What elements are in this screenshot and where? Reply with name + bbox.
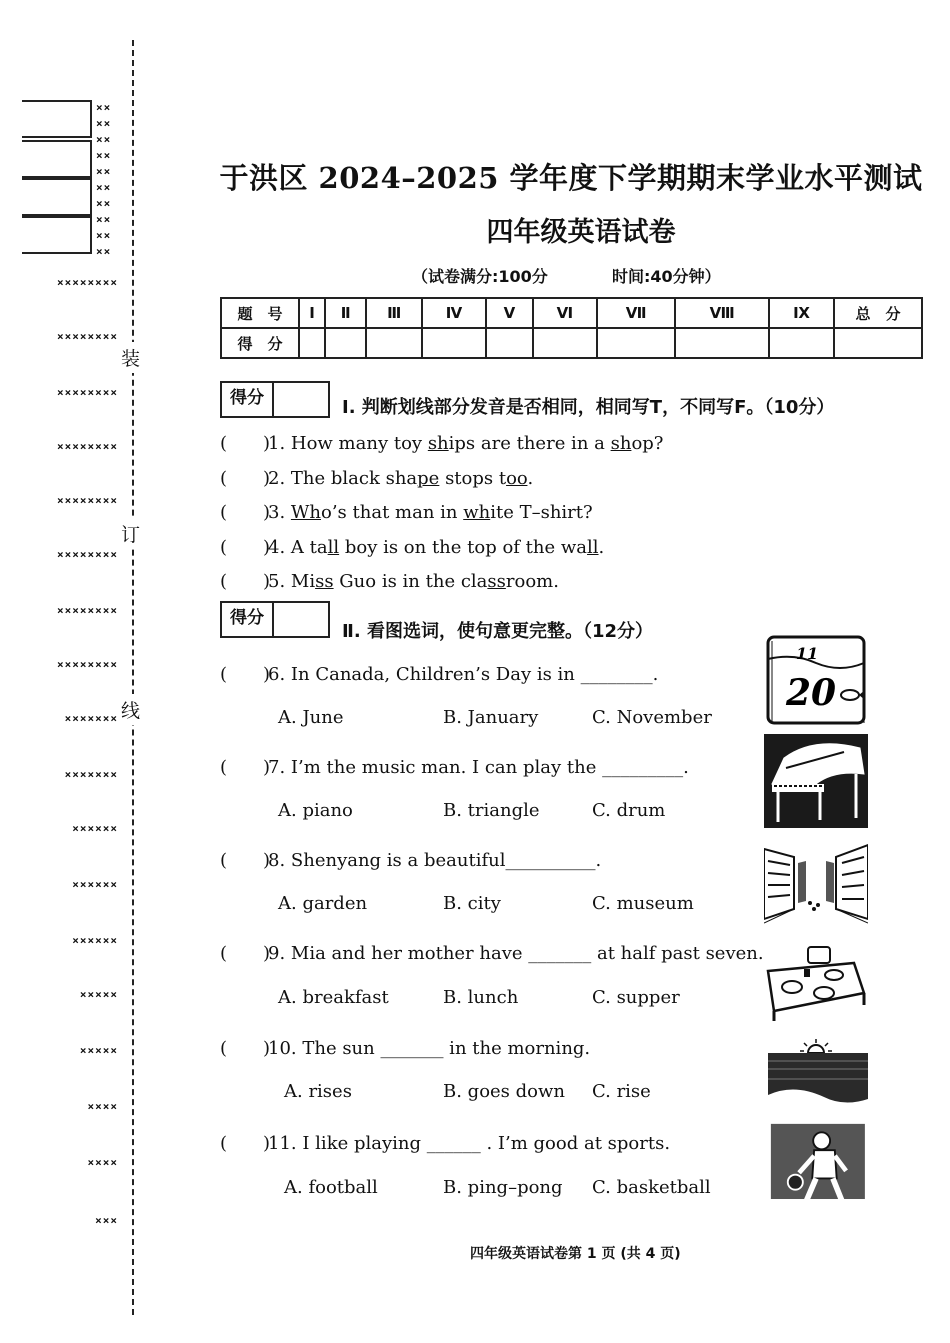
score-cell: Ⅷ [675,298,769,328]
piano-picture [764,734,868,828]
option-c[interactable]: C. November [592,707,712,728]
option-a[interactable]: A. piano [278,800,353,821]
binding-x-row: ×××××××× [57,494,118,507]
binding-blank-2 [22,140,92,178]
section2-title: Ⅱ. 看图选词，使句意更完整。（12分） [342,621,654,642]
answer-paren[interactable]: ( ) [220,943,271,964]
score-blank[interactable] [533,328,597,358]
score-table-score-row [221,328,922,358]
question-10: ( )10. The sun _______ in the morning. [220,1034,590,1060]
exam-subtitle: 四年级英语试卷 [486,217,676,248]
score-blank[interactable] [366,328,422,358]
option-b[interactable]: B. January [443,707,539,728]
answer-paren[interactable]: ( ) [220,664,271,685]
section2-score-blank[interactable] [274,603,328,636]
answer-paren[interactable]: ( ) [220,537,271,558]
option-a[interactable]: A. breakfast [278,987,389,1008]
option-c[interactable]: C. drum [592,800,666,821]
calendar-picture [764,633,868,727]
question-5: ( )5. Miss Guo is in the classroom. [220,567,559,593]
section2-score-box [220,601,330,638]
question-9: ( )9. Mia and her mother have _______ at half past seven. [220,939,764,965]
answer-paren[interactable]: ( ) [220,468,271,489]
score-blank[interactable] [422,328,486,358]
binding-x-row: ×××××× [72,878,118,891]
option-a[interactable]: A. football [284,1177,378,1198]
score-blank[interactable] [597,328,676,358]
binding-char-zhuang: 装 [121,342,140,373]
answer-paren[interactable]: ( ) [220,433,271,454]
score-cell: Ⅰ [299,298,325,328]
binding-char-xian: 线 [121,694,140,725]
binding-x-row: ×××××× [72,822,118,835]
binding-x-row: ×××××××× [57,330,118,343]
binding-x-row: ×××××× [72,934,118,947]
option-b[interactable]: B. lunch [443,987,519,1008]
score-table [220,297,923,359]
dining-table-picture [764,936,868,1030]
score-table-header-row [221,298,922,328]
section1-score-blank[interactable] [274,383,328,416]
question-6: ( )6. In Canada, Children’s Day is in ________. [220,660,658,686]
option-c[interactable]: C. basketball [592,1177,711,1198]
binding-dashed-line [132,40,134,1315]
answer-paren[interactable]: ( ) [220,850,271,871]
binding-x-column: ×× ×× ×× ×× ×× ×× ×× ×× ×× ×× [96,101,112,258]
option-b[interactable]: B. city [443,893,501,914]
basketball-player-picture [764,1122,868,1216]
question-8: ( )8. Shenyang is a beautiful__________. [220,846,601,872]
question-7: ( )7. I’m the music man. I can play the _________. [220,753,689,779]
option-a[interactable]: A. garden [278,893,368,914]
binding-x-row: ×××××××× [57,386,118,399]
option-c[interactable]: C. supper [592,987,680,1008]
score-cell-label: 题 号 [221,298,299,328]
score-cell: Ⅳ [422,298,486,328]
page-footer: 四年级英语试卷第 1 页 (共 4 页) [470,1246,681,1262]
binding-blank-3 [22,178,92,216]
score-cell: Ⅱ [325,298,366,328]
exam-time: 时间:40分钟） [612,267,721,286]
option-c[interactable]: C. rise [592,1081,651,1102]
binding-x-row: ××××× [79,1044,118,1057]
score-cell: Ⅲ [366,298,422,328]
option-a[interactable]: A. rises [284,1081,352,1102]
section1-title: Ⅰ. 判断划线部分发音是否相同，相同写T，不同写F。（10分） [342,397,835,418]
binding-x-row: ×××××××× [57,548,118,561]
binding-x-row: ×××××××× [57,604,118,617]
exam-title: 于洪区 2024–2025 学年度下学期期末学业水平测试 [219,161,923,195]
option-b[interactable]: B. ping–pong [443,1177,563,1198]
binding-blank-4 [22,216,92,254]
score-cell: Ⅴ [486,298,533,328]
score-cell-total: 总 分 [834,298,922,328]
binding-blank-1 [22,100,92,138]
score-blank[interactable] [299,328,325,358]
option-b[interactable]: B. goes down [443,1081,566,1102]
binding-x-row: ××××× [79,988,118,1001]
score-cell: Ⅵ [533,298,597,328]
calendar-day: 20 [786,672,837,714]
answer-paren[interactable]: ( ) [220,1038,271,1059]
binding-x-row: ×××××××× [57,658,118,671]
score-blank[interactable] [675,328,769,358]
score-blank[interactable] [834,328,922,358]
section2-score-label: 得分 [222,603,274,636]
option-b[interactable]: B. triangle [443,800,540,821]
question-11: ( )11. I like playing ______ . I’m good at sports. [220,1129,670,1155]
option-a[interactable]: A. June [278,707,344,728]
score-blank[interactable] [769,328,834,358]
answer-paren[interactable]: ( ) [220,1133,271,1154]
binding-x-row: ×××××××× [57,276,118,289]
binding-char-ding: 订 [121,518,140,549]
question-1: ( )1. How many toy ships are there in a shop? [220,429,663,455]
binding-x-row: ××××××× [64,768,118,781]
binding-x-row: ×××× [87,1156,118,1169]
score-blank[interactable] [486,328,533,358]
binding-x-row: ××× [95,1214,118,1227]
section1-score-label: 得分 [222,383,274,416]
option-c[interactable]: C. museum [592,893,694,914]
score-cell: Ⅸ [769,298,834,328]
binding-x-row: ×××××××× [57,440,118,453]
score-row-label: 得 分 [221,328,299,358]
answer-paren[interactable]: ( ) [220,502,271,523]
sunrise-sea-picture [764,1030,868,1124]
binding-x-row: ××××××× [64,712,118,725]
calendar-month: 11 [796,644,819,663]
question-3: ( )3. Who’s that man in white T–shirt? [220,498,593,524]
full-score: （试卷满分:100分 [412,267,548,286]
section1-score-box [220,381,330,418]
score-blank[interactable] [325,328,366,358]
binding-x-row: ×××× [87,1100,118,1113]
answer-paren[interactable]: ( ) [220,757,271,778]
answer-paren[interactable]: ( ) [220,571,271,592]
city-street-picture [764,834,868,928]
question-2: ( )2. The black shape stops too. [220,464,533,490]
question-4: ( )4. A tall boy is on the top of the wall. [220,533,604,559]
score-cell: Ⅶ [597,298,676,328]
